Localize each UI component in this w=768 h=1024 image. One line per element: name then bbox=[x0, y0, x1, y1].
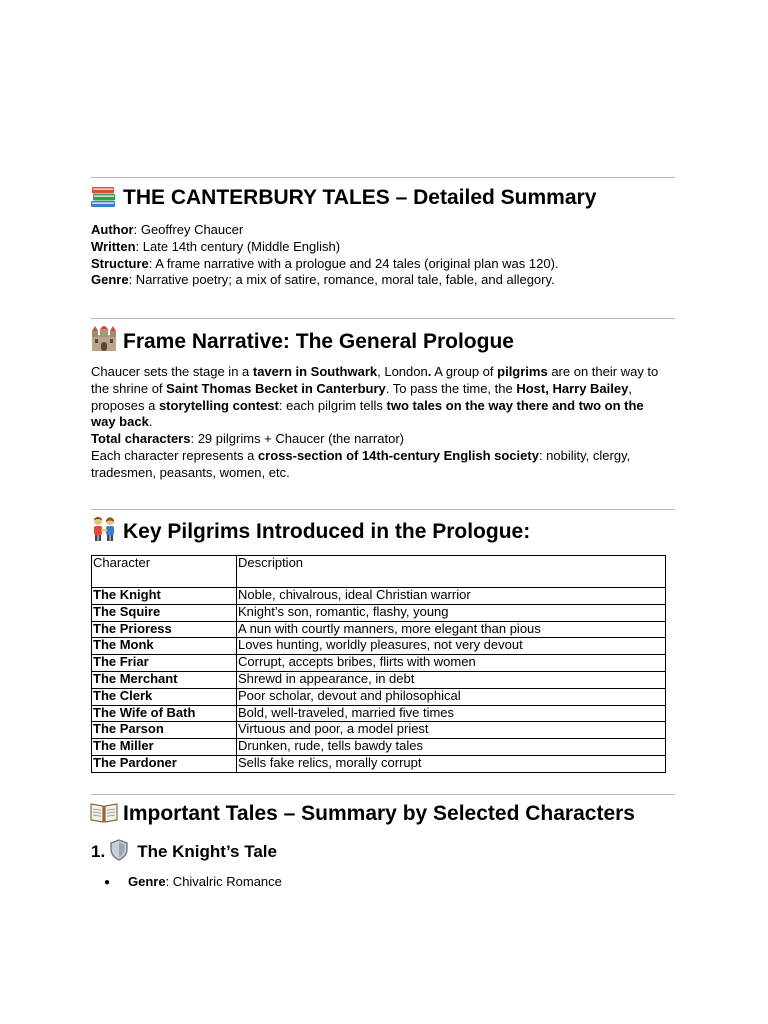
character-cell: The Wife of Bath bbox=[92, 705, 237, 722]
important-tales-heading bbox=[90, 800, 635, 827]
meta-written: Written: Late 14th century (Middle English) bbox=[91, 238, 341, 254]
frame-narrative-heading bbox=[90, 326, 514, 355]
table-row bbox=[92, 638, 666, 655]
description-cell: Noble, chivalrous, ideal Christian warrior bbox=[237, 588, 666, 605]
table-row bbox=[92, 671, 666, 688]
character-cell: The Merchant bbox=[92, 671, 237, 688]
open-book-icon bbox=[90, 800, 120, 827]
description-cell: Loves hunting, worldly pleasures, not very devout bbox=[237, 638, 666, 655]
table-row bbox=[92, 588, 666, 605]
character-cell: The Friar bbox=[92, 655, 237, 672]
tales-heading-text: Important Tales – Summary by Selected Characters bbox=[123, 802, 635, 825]
table-row bbox=[92, 604, 666, 621]
table-row bbox=[92, 722, 666, 739]
list-item: ● Genre: Chivalric Romance bbox=[104, 874, 282, 889]
meta-genre: Genre: Narrative poetry; a mix of satire, romance, moral tale, fable, and allegory. bbox=[91, 272, 555, 288]
table-row bbox=[92, 688, 666, 705]
character-cell: The Monk bbox=[92, 638, 237, 655]
knights-tale-heading bbox=[91, 839, 277, 863]
table-row bbox=[92, 621, 666, 638]
frame-narrative-text bbox=[91, 364, 671, 482]
description-cell: Sells fake relics, morally corrupt bbox=[237, 755, 666, 772]
description-cell: Virtuous and poor, a model priest bbox=[237, 722, 666, 739]
key-pilgrims-heading bbox=[90, 516, 530, 545]
title-text: THE CANTERBURY TALES – Detailed Summary bbox=[123, 186, 597, 209]
character-cell: The Knight bbox=[92, 588, 237, 605]
description-cell: Bold, well-traveled, married five times bbox=[237, 705, 666, 722]
document-title bbox=[90, 184, 596, 211]
castle-icon bbox=[90, 326, 120, 355]
column-header-character: Character bbox=[92, 556, 237, 588]
total-characters-line: Total characters: 29 pilgrims + Chaucer (the narrator) bbox=[91, 431, 404, 447]
table-row bbox=[92, 705, 666, 722]
books-icon bbox=[90, 184, 120, 211]
table-header-row bbox=[92, 556, 666, 588]
society-paragraph: Each character represents a cross-section of 14th-century English society: nobility, clergy, tradesmen, peasants, women, etc. bbox=[91, 447, 631, 480]
people-holding-hands-icon bbox=[90, 516, 120, 545]
character-cell: The Squire bbox=[92, 604, 237, 621]
character-cell: The Prioress bbox=[92, 621, 237, 638]
table-row bbox=[92, 655, 666, 672]
horizontal-rule bbox=[91, 794, 675, 795]
table-row bbox=[92, 739, 666, 756]
knights-tale-title: The Knight’s Tale bbox=[137, 842, 277, 861]
description-cell: Shrewd in appearance, in debt bbox=[237, 671, 666, 688]
metadata-block bbox=[91, 222, 671, 289]
bullet-icon: ● bbox=[104, 877, 111, 888]
character-cell: The Pardoner bbox=[92, 755, 237, 772]
frame-heading-text: Frame Narrative: The General Prologue bbox=[123, 330, 514, 353]
table-row bbox=[92, 755, 666, 772]
description-cell: A nun with courtly manners, more elegant than pious bbox=[237, 621, 666, 638]
horizontal-rule bbox=[91, 318, 675, 319]
horizontal-rule bbox=[91, 509, 675, 510]
character-cell: The Miller bbox=[92, 739, 237, 756]
horizontal-rule bbox=[91, 177, 675, 178]
description-cell: Corrupt, accepts bribes, flirts with women bbox=[237, 655, 666, 672]
character-cell: The Clerk bbox=[92, 688, 237, 705]
description-cell: Drunken, rude, tells bawdy tales bbox=[237, 739, 666, 756]
description-cell: Poor scholar, devout and philosophical bbox=[237, 688, 666, 705]
pilgrims-table bbox=[91, 555, 666, 773]
shield-icon bbox=[109, 839, 133, 863]
character-cell: The Parson bbox=[92, 722, 237, 739]
frame-paragraph: Chaucer sets the stage in a tavern in Southwark, London. A group of pilgrims are on their way to the shrine of Saint Thomas Becket in Canterbury. To pass the time, the Host, Harry Bailey, proposes a storytelling contest: each pilgrim tells two tales on the way there and two on the way back. bbox=[91, 364, 659, 430]
meta-author: Author: Geoffrey Chaucer bbox=[91, 222, 244, 237]
meta-structure: Structure: A frame narrative with a prologue and 24 tales (original plan was 120). bbox=[91, 255, 559, 271]
column-header-description: Description bbox=[237, 556, 666, 588]
list-number: 1. bbox=[91, 842, 106, 861]
description-cell: Knight’s son, romantic, flashy, young bbox=[237, 604, 666, 621]
pilgrims-heading-text: Key Pilgrims Introduced in the Prologue: bbox=[123, 520, 531, 543]
